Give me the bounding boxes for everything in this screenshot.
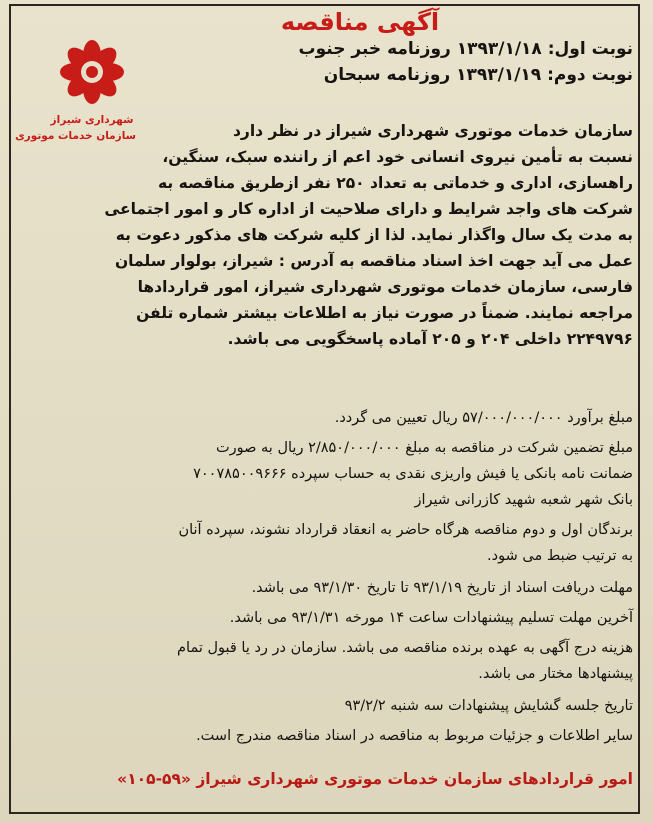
body-line: راهسازی، اداری و خدماتی به تعداد ۲۵۰ نفر ازطریق مناقصه به [157, 174, 633, 192]
detail-line: مهلت دریافت اسناد از تاریخ ۹۳/۱/۱۹ تا تاریخ ۹۳/۱/۳۰ می باشد. [251, 580, 633, 596]
body-line: به مدت یک سال واگذار نماید. لذا از کلیه شرکت های مذکور دعوت به [115, 226, 633, 244]
logo-org-line2: سازمان خدمات موتوری [15, 130, 136, 142]
notice-footer: امور قراردادهای سازمان خدمات موتوری شهرداری شیراز «۵۹-۱۰۵» [117, 770, 633, 788]
detail-line: مبلغ تضمین شرکت در مناقصه به مبلغ ۲/۸۵۰/۰۰۰/۰۰۰ ریال به صورت [215, 440, 633, 456]
detail-line: برندگان اول و دوم مناقصه هرگاه حاضر به انعقاد قرارداد نشوند، سپرده آنان [178, 522, 633, 538]
detail-line: به ترتیب ضبط می شود. [487, 548, 633, 564]
body-line: عمل می آید جهت اخذ اسناد مناقصه به آدرس : شیراز، بولوار سلمان [114, 252, 633, 270]
body-line: مراجعه نمایند. ضمناً در صورت نیاز به اطلاعات بیشتر شماره تلفن [136, 304, 633, 322]
body-line: فارسی، سازمان خدمات موتوری شهرداری شیراز، امور قراردادها [137, 278, 633, 296]
municipality-logo [15, 38, 136, 148]
detail-line: بانک شهر شعبه شهید کازرانی شیراز [414, 492, 633, 508]
logo-org-line1: شهرداری شیراز [50, 114, 134, 126]
body-line: شرکت های واجد شرایط و دارای صلاحیت از اداره کار و امور اجتماعی [104, 200, 633, 218]
detail-line: مبلغ برآورد ۵۷/۰۰۰/۰۰۰/۰۰۰ ریال تعیین می گردد. [334, 410, 633, 426]
notice-title: آگهی مناقصه [280, 8, 440, 36]
flower-emblem-icon [48, 38, 136, 110]
publication-first: نوبت اول: ۱۳۹۳/۱/۱۸ روزنامه خبر جنوب [298, 39, 633, 59]
publication-second: نوبت دوم: ۱۳۹۳/۱/۱۹ روزنامه سبحان [323, 65, 633, 85]
body-line: نسبت به تأمین نیروی انسانی خود اعم از راننده سبک، سنگین، [162, 148, 633, 166]
detail-line: هزینه درج آگهی به عهده برنده مناقصه می باشد. سازمان در رد یا قبول تمام [177, 640, 633, 656]
detail-line: سایر اطلاعات و جزئیات مربوط به مناقصه در اسناد مناقصه مندرج است. [196, 728, 633, 744]
detail-line: ضمانت نامه بانکی یا فیش واریزی نقدی به حساب سپرده ۷۰۰۷۸۵۰۰۹۶۶۶ [193, 466, 633, 482]
detail-line: تاریخ جلسه گشایش پیشنهادات سه شنبه ۹۳/۲/۲ [344, 698, 633, 714]
detail-line: پیشنهادها مختار می باشد. [478, 666, 633, 682]
body-line: ۲۲۴۹۷۹۶ داخلی ۲۰۴ و ۲۰۵ آماده پاسخگویی می باشد. [227, 330, 633, 348]
detail-line: آخرین مهلت تسلیم پیشنهادات ساعت ۱۴ مورخه ۹۳/۱/۳۱ می باشد. [229, 610, 633, 626]
body-line: سازمان خدمات موتوری شهرداری شیراز در نظر دارد [232, 122, 633, 140]
